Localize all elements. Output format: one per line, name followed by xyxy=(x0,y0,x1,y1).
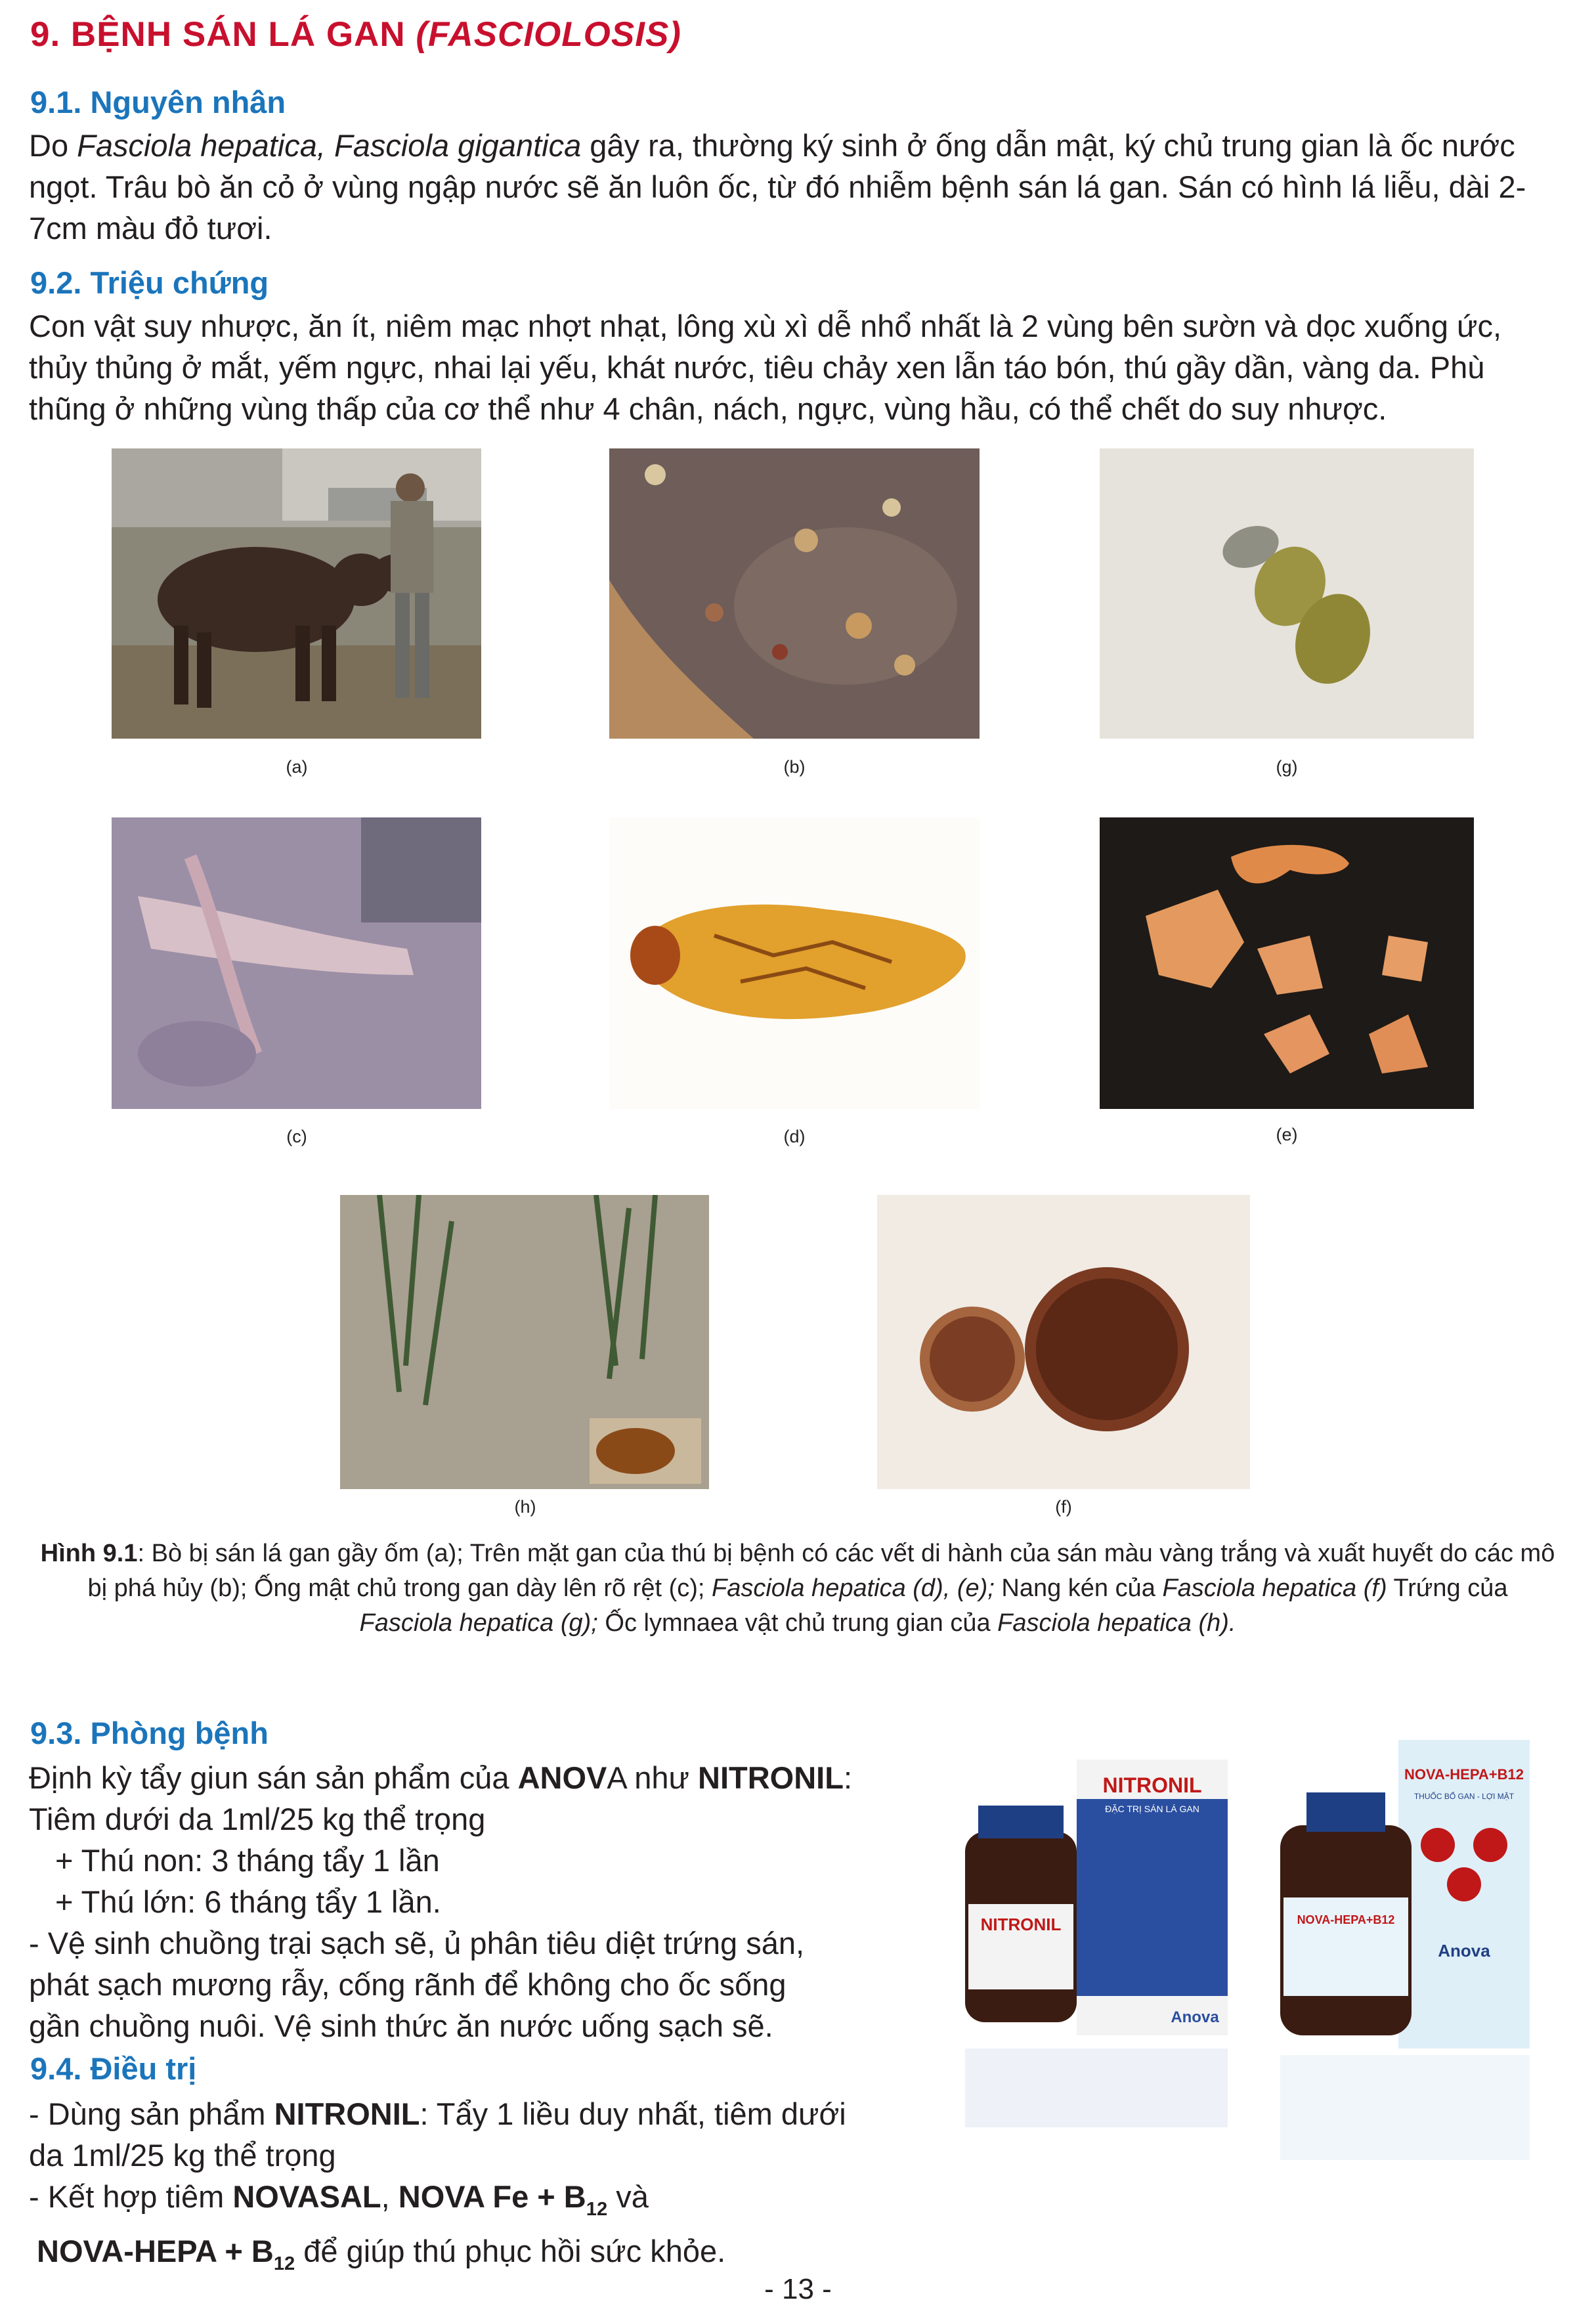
page-number: - 13 - xyxy=(764,2273,832,2305)
label-d: (d) xyxy=(783,1127,806,1146)
photo-b-liver-surface xyxy=(609,448,980,739)
species-names: Fasciola hepatica, Fasciola gigantica xyxy=(77,128,582,163)
label-a: (a) xyxy=(286,757,308,777)
product-photo xyxy=(939,1733,1543,2200)
section-heading-prevention: 9.3. Phòng bệnh xyxy=(30,1716,269,1750)
section-heading-cause: 9.1. Nguyên nhân xyxy=(30,85,286,119)
title-main: 9. BỆNH SÁN LÁ GAN xyxy=(30,15,416,54)
section-prevention-text: Định kỳ tẩy giun sán sản phẩm của ANOVA như NITRONIL: Tiêm dưới da 1ml/25 kg thể trọng + Thú non: 3 tháng tẩy 1 lần + Thú lớn: 6 tháng tẩy 1 lần. - Vệ sinh chuồng trại sạch sẽ, ủ phân tiêu diệt trứng sán, phát sạch mương rẫy, cống rãnh để không cho ốc sống gần chuồng nuôi. Vệ sinh thức ăn nước uống sạch sẽ. xyxy=(29,1760,852,2043)
page-title xyxy=(30,14,681,54)
label-f: (f) xyxy=(1055,1497,1072,1517)
novahepa-box-sub: THUỐC BỔ GAN - LỢI MẬT xyxy=(1413,1792,1515,1801)
photo-g-fluke-eggs xyxy=(1100,448,1474,739)
nitronil-box-sub: ĐẶC TRỊ SÁN LÁ GAN xyxy=(1105,1804,1199,1814)
photo-e-flukes xyxy=(1100,817,1474,1109)
nitronil-bottle-brand: NITRONIL xyxy=(980,1915,1062,1934)
section-cause-text: Do Fasciola hepatica, Fasciola gigantica gây ra, thường ký sinh ở ống dẫn mật, ký chủ trung gian là ốc nước ngọt. Trâu bò ăn cỏ ở vùng ngập nước sẽ ăn luôn ốc, từ đó nhiễm bệnh sán lá gan. Sán có hình lá liễu, dài 2-7cm màu đỏ tươi. xyxy=(29,128,1526,246)
section-heading-treatment: 9.4. Điều trị xyxy=(30,2051,197,2086)
section-symptoms-text: Con vật suy nhược, ăn ít, niêm mạc nhợt nhạt, lông xù xì dễ nhổ nhất là 2 vùng bên sườn và dọc xuống ức, thủy thủng ở mắt, yếm ngực, nhai lại yếu, khát nước, tiêu chảy xen lẫn táo bón, thú gầy dần, vàng da. Phù thũng ở những vùng thấp của cơ thể như 4 chân, nách, ngực, vùng hầu, có thể chết do suy nhược. xyxy=(29,309,1502,426)
photo-c-bile-duct xyxy=(112,817,481,1109)
figure-caption: Hình 9.1: Bò bị sán lá gan gầy ốm (a); Trên mặt gan của thú bị bệnh có các vết di hành của sán màu vàng trắng và xuất huyết do các mô bị phá hủy (b); Ống mật chủ trong gan dày lên rõ rệt (c); Fasciola hepatica (d), (e); Nang kén của Fasciola hepatica (f) Trứng của Fasciola hepatica (g); Ốc lymnaea vật chủ trung gian của Fasciola hepatica (h). xyxy=(40,1540,1555,1637)
photo-d-fasciola-hepatica xyxy=(609,817,980,1109)
nitronil-box-brand: NITRONIL xyxy=(1102,1773,1202,1797)
photo-h-lymnaea-snail xyxy=(340,1195,709,1489)
title-latin: (FASCIOLOSIS) xyxy=(416,15,681,54)
label-g: (g) xyxy=(1276,757,1298,777)
nitronil-box-maker: Anova xyxy=(1171,2008,1219,2026)
section-heading-symptoms: 9.2. Triệu chứng xyxy=(30,265,269,300)
novahepa-box-maker: Anova xyxy=(1438,1941,1490,1961)
label-c: (c) xyxy=(286,1127,307,1146)
novahepa-box-brand: NOVA-HEPA+B12 xyxy=(1404,1766,1524,1783)
photo-f-cysts xyxy=(877,1195,1250,1489)
label-b: (b) xyxy=(783,757,806,777)
section-treatment-text: - Dùng sản phẩm NITRONIL: Tẩy 1 liều duy nhất, tiêm dưới da 1ml/25 kg thể trọng - Kết hợp tiêm NOVASAL, NOVA $Fe + B_{12}$ và NOVA-HEPA + $B_{12}$ để giúp thú phục hồi sức khỏe. xyxy=(29,2096,846,2274)
label-e: (e) xyxy=(1276,1125,1298,1144)
novahepa-bottle-brand: NOVA-HEPA+B12 xyxy=(1297,1913,1395,1926)
photo-a-sick-cow xyxy=(112,448,481,739)
label-h: (h) xyxy=(514,1497,536,1517)
